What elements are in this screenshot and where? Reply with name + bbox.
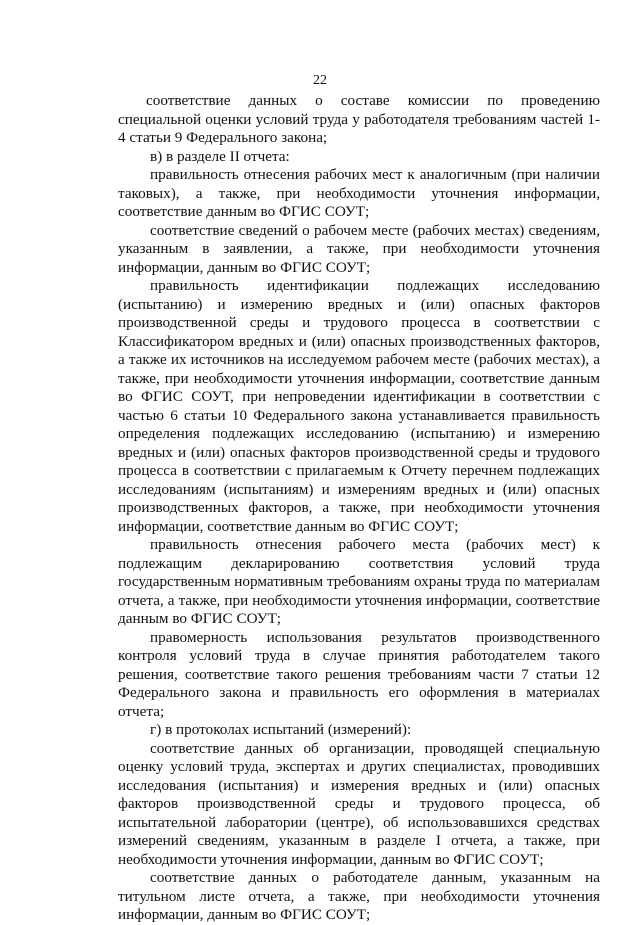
paragraph-declaration-eligibility: правильность отнесения рабочего места (рабочих мест) к подлежащим декларированию соответствия условий труда государственным нормативным требованиям охраны труда по материалам отчета, а также, при необходимости уточнения информации, соответствие данным во ФГИС СОУТ; — [118, 536, 600, 627]
paragraph-production-control: правомерность использования результатов производственного контроля условий труда в случае принятия работодателем такого решения, соответствие такого решения требованиям части 7 статьи 12 Федерального закона и правильность его оформления в материалах отчета; — [118, 628, 600, 720]
paragraph-workplace-info: соответствие сведений о рабочем месте (рабочих местах) сведениям, указанным в заявлении, а также, при необходимости уточнения информации, данным во ФГИС СОУТ; — [118, 221, 600, 276]
paragraph-test-protocols-heading: г) в протоколах испытаний (измерений): — [150, 721, 412, 738]
paragraph-organization-data: соответствие данных об организации, проводящей специальную оценку условий труда, экспертах и других специалистах, проводивших исследования (испытания) и измерения вредных и (или) опасных факторов производственной среды и трудового процесса, об испытательной лаборатории (центре), об использовавшихся средствах измерений сведениям, указанным в разделе I отчета, а также, при необходимости уточнения информации, данным во ФГИС СОУТ; — [118, 739, 600, 868]
page-number: 22 — [313, 73, 327, 88]
paragraph-commission-composition: соответствие данных о составе комиссии по проведению специальной оценки условий труда у работодателя требованиям частей 1-4 статьи 9 Федерального закона; — [118, 92, 600, 146]
paragraph-factor-identification: правильность идентификации подлежащих исследованию (испытанию) и измерению вредных и (или) опасных факторов производственной среды и трудового процесса в соответствии с Классификатором вредных и (или) опасных производственных факторов, а также их источников на исследуемом рабочем месте (рабочих местах), а также, при необходимости уточнения информации, соответствие данным во ФГИС СОУТ, при непроведении идентификации в соответствии с частью 6 статьи 10 Федерального закона устанавливается правильность определения подлежащих исследованию (испытанию) и измерению вредных и (или) опасных факторов производственной среды и трудового процесса в соответствии с прилагаемым к Отчету перечнем подлежащих исследованиям (испытаниям) и измерениям вредных и (или) опасных производственных факторов, а также, при необходимости уточнения информации, соответствие данным во ФГИС СОУТ; — [118, 277, 600, 535]
paragraph-section-ii-heading: в) в разделе II отчета: — [150, 147, 290, 165]
paragraph-employer-data: соответствие данных о работодателе данным, указанным на титульном листе отчета, а также, при необходимости уточнения информации, данным во ФГИС СОУТ; — [118, 869, 600, 923]
document-body — [118, 92, 600, 925]
paragraph-analogous-workplaces: правильность отнесения рабочих мест к аналогичным (при наличии таковых), а также, при необходимости уточнения информации, соответствие данным во ФГИС СОУТ; — [118, 166, 600, 220]
